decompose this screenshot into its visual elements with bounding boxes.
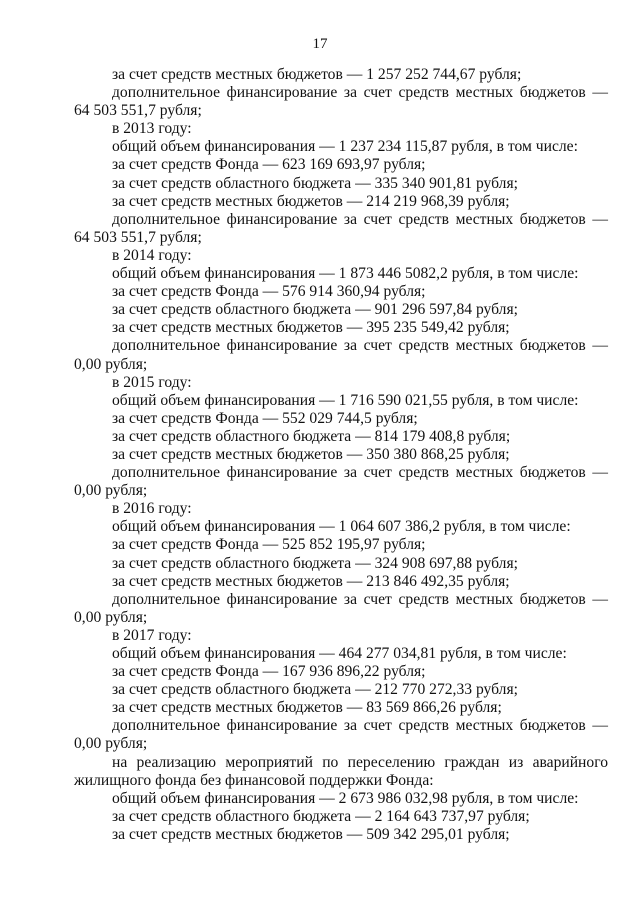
page-number: 17 <box>312 36 328 52</box>
document-paragraph: в 2016 году: <box>112 500 192 518</box>
document-paragraph: за счет средств Фонда — 623 169 693,97 рубля; <box>112 156 426 174</box>
document-paragraph: общий объем финансирования — 464 277 034,81 рубля, в том числе: <box>112 645 567 662</box>
document-paragraph: общий объем финансирования — 1 873 446 5082,2 рубля, в том числе: <box>112 265 579 283</box>
document-paragraph: дополнительное финансирование за счет средств местных бюджетов — 64 503 551,7 рубля; <box>74 210 608 246</box>
document-paragraph: общий объем финансирования — 1 064 607 386,2 рубля, в том числе: <box>112 518 571 536</box>
document-paragraph: за счет средств областного бюджета — 324 908 697,88 рубля; <box>112 554 518 572</box>
document-paragraph: дополнительное финансирование за счет средств местных бюджетов — 0,00 рубля; <box>74 590 608 626</box>
document-paragraph: дополнительное финансирование за счет средств местных бюджетов — 64 503 551,7 рубля; <box>74 84 608 120</box>
document-paragraph: в 2017 году: <box>112 626 192 644</box>
document-paragraph: дополнительное финансирование за счет средств местных бюджетов — 0,00 рубля; <box>74 717 608 753</box>
document-paragraph: за счет средств областного бюджета — 901 296 597,84 рубля; <box>112 301 518 319</box>
document-paragraph: за счет средств областного бюджета — 212 770 272,33 рубля; <box>112 681 518 699</box>
document-paragraph: за счет средств Фонда — 552 029 744,5 рубля; <box>112 409 418 427</box>
document-paragraph: за счет средств местных бюджетов — 214 219 968,39 рубля; <box>112 192 510 210</box>
document-paragraph: за счет средств областного бюджета — 335 340 901,81 рубля; <box>112 174 518 192</box>
document-paragraph: за счет средств Фонда — 167 936 896,22 рубля; <box>112 663 426 681</box>
document-paragraph: за счет средств местных бюджетов — 83 569 866,26 рубля; <box>112 699 502 717</box>
document-paragraph: в 2013 году: <box>112 120 192 138</box>
document-paragraph: общий объем финансирования — 1 716 590 021,55 рубля, в том числе: <box>112 391 579 409</box>
document-paragraph: за счет средств местных бюджетов — 509 342 295,01 рубля; <box>112 825 510 843</box>
document-paragraph: за счет средств областного бюджета — 814 179 408,8 рубля; <box>112 427 511 445</box>
document-paragraph: за счет средств местных бюджетов — 1 257 252 744,67 рубля; <box>112 66 522 83</box>
document-paragraph: за счет средств местных бюджетов — 395 235 549,42 рубля; <box>112 319 510 337</box>
document-paragraph: за счет средств местных бюджетов — 213 846 492,35 рубля; <box>112 572 510 590</box>
document-body <box>74 66 608 844</box>
document-paragraph: за счет средств Фонда — 576 914 360,94 рубля; <box>112 283 426 301</box>
document-paragraph: в 2015 году: <box>112 373 192 391</box>
document-paragraph: за счет средств местных бюджетов — 350 380 868,25 рубля; <box>112 445 510 463</box>
document-paragraph: на реализацию мероприятий по переселению граждан из аварийного жилищного фонда без финансовой поддержки Фонда: <box>74 753 608 789</box>
document-paragraph: за счет средств областного бюджета — 2 164 643 737,97 рубля; <box>112 807 530 825</box>
document-paragraph: общий объем финансирования — 1 237 234 115,87 рубля, в том числе: <box>112 138 578 156</box>
document-paragraph: в 2014 году: <box>112 246 192 264</box>
document-paragraph: дополнительное финансирование за счет средств местных бюджетов — 0,00 рубля; <box>74 464 608 500</box>
document-paragraph: общий объем финансирования — 2 673 986 032,98 рубля, в том числе: <box>112 789 579 807</box>
document-paragraph: дополнительное финансирование за счет средств местных бюджетов — 0,00 рубля; <box>74 337 608 373</box>
document-paragraph: за счет средств Фонда — 525 852 195,97 рубля; <box>112 536 426 554</box>
